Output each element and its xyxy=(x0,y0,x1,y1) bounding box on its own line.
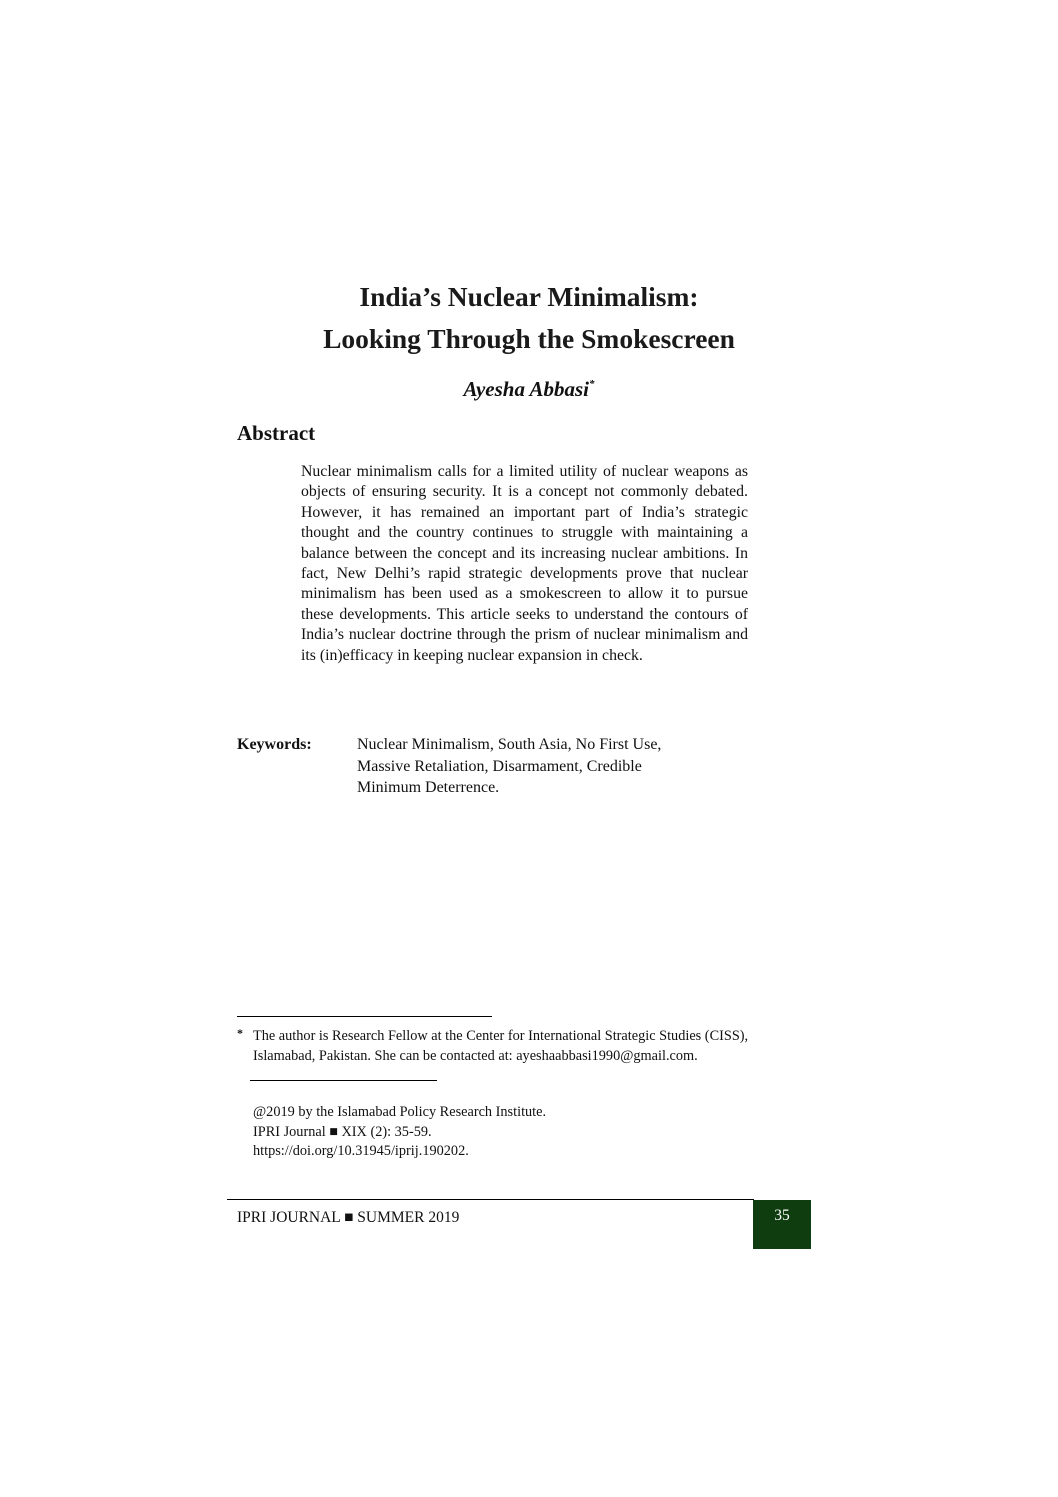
page-number: 35 xyxy=(774,1207,790,1224)
doi-link[interactable]: https://doi.org/10.31945/iprij.190202. xyxy=(253,1143,469,1159)
author-name xyxy=(0,370,1058,403)
abstract-text: Nuclear minimalism calls for a limited utility of nuclear weapons as objects of ensuring security. It is a concept not commonly debated. However, it has remained an important part of India’s strategic thought and the country continues to struggle with maintaining a balance between the concept and its increasing nuclear ambitions. In fact, New Delhi’s rapid strategic developments prove that nuclear minimalism has been used as a smokescreen to allow it to pursue these developments. This article seeks to understand the contours of India’s nuclear doctrine through the prism of nuclear minimalism and its (in)efficacy in keeping nuclear expansion in check. xyxy=(301,463,748,664)
abstract-heading: Abstract xyxy=(237,421,316,445)
citation-divider xyxy=(250,1080,437,1081)
journal-issue-line: IPRI Journal ■ XIX (2): 35-59. xyxy=(253,1123,432,1140)
citation-block xyxy=(253,1103,753,1162)
article-title xyxy=(0,276,1058,360)
footnote-line-1: The author is Research Fellow at the Center for International Strategic Studies (CISS), xyxy=(253,1028,749,1044)
footnote-line-2: Islamabad, Pakistan. She can be contacted at: ayeshaabbasi1990@gmail.com. xyxy=(253,1048,698,1064)
author-footnote-mark: * xyxy=(588,378,595,390)
footnote-mark: * xyxy=(237,1026,243,1040)
keywords-text: Nuclear Minimalism, South Asia, No First Use, Massive Retaliation, Disarmament, Credible Minimum Deterrence. xyxy=(357,736,662,796)
footnote-divider xyxy=(237,1016,492,1017)
author-text: Ayesha Abbasi xyxy=(463,377,589,401)
title-line-1: India’s Nuclear Minimalism: xyxy=(359,281,699,312)
footer-divider xyxy=(227,1199,754,1200)
title-line-2: Looking Through the Smokescreen xyxy=(323,323,735,354)
keywords-label: Keywords: xyxy=(237,736,312,753)
copyright-line: @2019 by the Islamabad Policy Research Institute. xyxy=(253,1104,547,1120)
page-number-badge xyxy=(753,1200,811,1249)
author-footnote xyxy=(237,1026,817,1066)
footer-journal-name: IPRI JOURNAL ■ SUMMER 2019 xyxy=(237,1209,460,1226)
